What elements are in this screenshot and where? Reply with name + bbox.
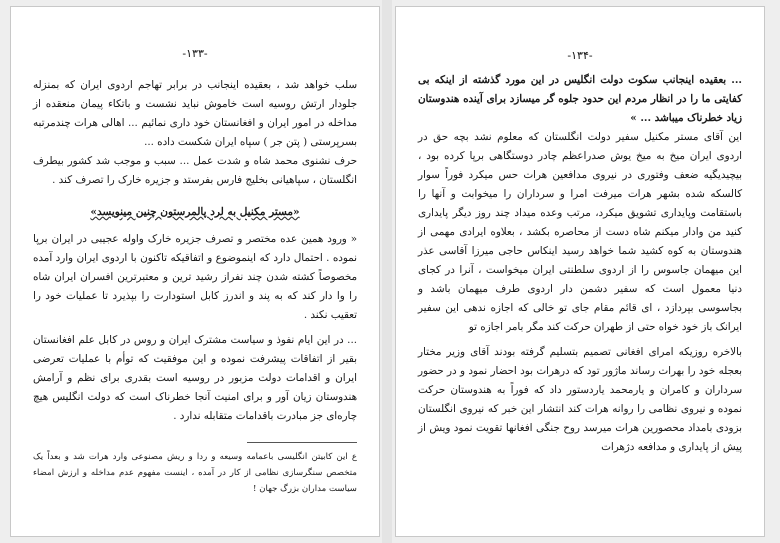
footnote-divider: [247, 442, 357, 443]
section-heading: «مستر مکنیل به لرد پالمرستون چنین مینویسد»: [90, 206, 300, 218]
right-page: [395, 6, 765, 537]
left-page-content: [33, 43, 357, 524]
paragraph: ... بعقیده اینجانب سکوت دولت انگلیس در این مورد گذشته از اینکه بی کفایتی ما را در انظار مردم این حدود جلوه گر میسازد برای آینده هندوستان زیاد خطرناک میباشد ... »: [418, 74, 742, 124]
right-page-content: [418, 43, 742, 524]
paragraph: حرف نشنوی محمد شاه و شدت عمل ... سبب و موجب شد کشور بیطرف انگلستان ، سپاهیانی بخلیج فارس بفرستد و جزیره خارک را تصرف کند .: [33, 155, 357, 186]
left-page: [10, 6, 380, 537]
page-body: [33, 76, 357, 497]
page-body: [418, 71, 742, 457]
paragraph: ... در این ایام نفوذ و سیاست مشترک ایران و روس در کابل علم افغانستان بقیر از اتفاقات پیشرفت نموده و این موفقیت که توأم با عملیات تعرضی ایران و اقدامات دولت مزبور در روسیه است بقدری برای نظم و آرامش هندوستان زیان آور و برای امنیت آنجا خطرناک است که دولت انگلیس هیچ چاره‌ای جز مبادرت باقدامات متقابله ندارد .: [33, 334, 357, 422]
paragraph: « ورود همین عده مختصر و تصرف جزیره خارک واوله عجیبی در ایران برپا نموده . احتمال دارد که اینموضوع و اتفاقیکه تاکنون با اردوی ایران وارد آمده مخصوصاً کشته شدن چند نفراز رشید ترین و معتبرترین افسران ایران شاه را وا دار کند که به پند و اندرز کابل استودارت را بپذیرد تا عملیات خود را تعقیب نکند .: [33, 233, 357, 321]
page-number: -۱۳۳-: [182, 47, 208, 60]
footnote: ع این کابیتن انگلیسی باعمامه وسیعه و ردا و ریش مصنوعی وارد هرات شد و بعداً یک متخصص سنگرسازی نظامی از کار در آمده ، اینست مفهوم عدم مداخله و ارزش امضاء سیاست مداران بزرگ جهان !: [33, 452, 357, 494]
paragraph: این آقای مستر مکنیل سفیر دولت انگلستان که معلوم نشد بچه حق در اردوی ایران میخ به میخ یوش صدراعظم چادر دوستگاهی برپا کرده بود ، بیچیدیگیه ضعف وفتوری در نیروی مدافعین هرات حس میکرد فوراً سوار کالسکه شده بشهر هرات میرفت امرا و سرداران را میخوابت و آنها را باستقامت وپایداری تشویق میکرد، مرتب وعده میداد چند روز دیگر پایداری کنید من وادار میکنم شاه دست از محاصره بکشد ، بعلاوه ایرادی مهمی از هندوستان به کوه کشید شما خواهد رسید اینکاس حاجی میرزا آقاسی عذر این میهمان جاسوس را از اردوی سلطنتی ایران میخواست ، آنرا در کجای دنیا معمول است که سفیر دشمن دار اردوی طرف میهمان باشد و بجاسوسی بپردازد ، ای قائم مقام جای تو خالی که اجازه ندهی این سفیر ایرانک باز خود خواه حتی از طهران حرکت کند مگر بامر اجازه تو: [418, 131, 742, 333]
paragraph: بالاخره روزیکه امرای افغانی تصمیم بتسلیم گرفته بودند آقای وزیر مختار بعجله خود را بهرات رساند ماژور تود که درهرات بود احضار نمود و در حضور سرداران و کامران و یارمحمد یاردستور داد که فوراً به هندوستان حرکت نموده و نیروی نظامی را روانه هرات کند انتشار این خبر که نیروی انگلستان بزودی بامداد محصورین هرات میرسد روح جنگی افغانها تقویت نمود ویش از پیش از پایداری و مدافعه دژهرات: [418, 346, 742, 453]
paragraph: سلب خواهد شد ، بعقیده اینجانب در برابر تهاجم اردوی ایران که بمنزله جلودار ارتش روسیه است خاموش نباید نشست و باتکاء پیمان منعقده از مداخله در امور ایران و افغانستان خود داری نمائیم ... اهالی هرات چندمرتبه بسرپرستی ( پتن جر ) سپاه ایران شکست داده ...: [33, 79, 357, 148]
page-number: -۱۳۴-: [567, 49, 593, 62]
page-gutter: [382, 0, 392, 543]
